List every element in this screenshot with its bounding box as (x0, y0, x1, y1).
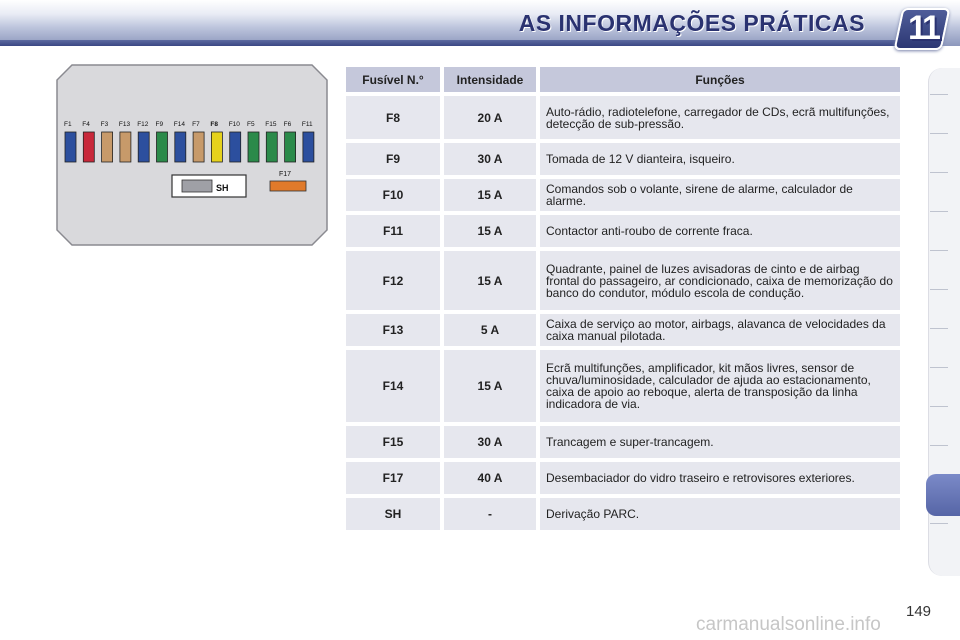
fuse-f8 (211, 132, 222, 162)
fuse-label: F8 (210, 121, 218, 128)
tab-divider (930, 172, 948, 173)
fuse-f10 (230, 132, 241, 162)
cell-fuse: F14 (346, 350, 440, 422)
fuse-f6 (285, 132, 296, 162)
page-number: 149 (906, 603, 932, 620)
table-row (346, 143, 900, 175)
cell-amperage: 5 A (444, 314, 536, 346)
fuse-label: F6 (283, 121, 292, 128)
table-header-row (346, 67, 900, 92)
table-row (346, 179, 900, 211)
cell-fuse: F10 (346, 179, 440, 211)
fuse-box-diagram (56, 64, 328, 246)
cell-function: Desembaciador do vidro traseiro e retrovisores exteriores. (540, 462, 900, 494)
cell-fuse: F13 (346, 314, 440, 346)
table-row (346, 96, 900, 139)
fuse-f15 (266, 132, 277, 162)
table-row (346, 215, 900, 247)
fuse-table (342, 63, 904, 534)
cell-function: Trancagem e super-trancagem. (540, 426, 900, 458)
header-amperage: Intensidade (444, 67, 536, 92)
chapter-title: AS INFORMAÇÕES PRÁTICAS (518, 10, 865, 36)
tab-divider (930, 367, 948, 368)
cell-function: Auto-rádio, radiotelefone, carregador de CDs, ecrã multifunções, detecção de sub-pressão. (540, 96, 900, 139)
table-row (346, 498, 900, 530)
cell-fuse: F12 (346, 251, 440, 310)
tab-divider (930, 94, 948, 95)
fuse-label: F3 (100, 121, 109, 128)
header-functions: Funções (540, 67, 900, 92)
table-row (346, 426, 900, 458)
header-fuse: Fusível N.° (346, 67, 440, 92)
f17-label: F17 (279, 171, 292, 178)
tab-divider (930, 211, 948, 212)
watermark: carmanualsonline.info (696, 614, 881, 635)
cell-amperage: 15 A (444, 179, 536, 211)
cell-fuse: F15 (346, 426, 440, 458)
cell-function: Derivação PARC. (540, 498, 900, 530)
tab-divider (930, 133, 948, 134)
cell-amperage: 15 A (444, 251, 536, 310)
cell-fuse: F11 (346, 215, 440, 247)
fuse-label: F15 (265, 121, 277, 128)
cell-fuse: F9 (346, 143, 440, 175)
cell-amperage: 30 A (444, 426, 536, 458)
table-row (346, 462, 900, 494)
cell-amperage: - (444, 498, 536, 530)
cell-fuse: F8 (346, 96, 440, 139)
fuse-label: F12 (137, 121, 149, 128)
fuse-label: F4 (82, 121, 90, 128)
fuse-f17 (270, 181, 306, 191)
fuse-label: F14 (173, 121, 186, 128)
fuse-f11 (303, 132, 314, 162)
cell-amperage: 40 A (444, 462, 536, 494)
active-chapter-tab[interactable] (926, 474, 960, 516)
fuse-f12 (138, 132, 149, 162)
fuse-f1 (65, 132, 76, 162)
chapter-number: 11 (908, 9, 938, 47)
fuse-label: F9 (155, 121, 164, 128)
cell-amperage: 15 A (444, 215, 536, 247)
tab-divider (930, 328, 948, 329)
cell-fuse: F17 (346, 462, 440, 494)
cell-function: Quadrante, painel de luzes avisadoras de cinto e de airbag frontal do passageiro, ar condicionado, caixa de memorização do banco do condutor, módulo escola de condução. (540, 251, 900, 310)
fuse-f9 (157, 132, 168, 162)
fuse-f4 (83, 132, 94, 162)
fuse-label: F7 (192, 121, 200, 128)
cell-function: Caixa de serviço ao motor, airbags, alavanca de velocidades da caixa manual pilotada. (540, 314, 900, 346)
fuse-label: F1 (64, 121, 72, 128)
fuse-label: F11 (301, 121, 313, 128)
header-stripe (0, 40, 900, 46)
tab-divider (930, 250, 948, 251)
tab-divider (930, 406, 948, 407)
tab-divider (930, 523, 948, 524)
fuse-f5 (248, 132, 259, 162)
sh-shunt (172, 175, 246, 197)
sh-label: SH (216, 183, 229, 193)
tab-divider (930, 289, 948, 290)
cell-fuse: SH (346, 498, 440, 530)
fuse-f14 (175, 132, 186, 162)
fuse-f13 (120, 132, 131, 162)
fuse-label: F13 (118, 121, 131, 128)
cell-amperage: 20 A (444, 96, 536, 139)
cell-function: Contactor anti-roubo de corrente fraca. (540, 215, 900, 247)
fuse-label: F5 (247, 121, 255, 128)
table-row (346, 350, 900, 422)
fuse-label: F10 (228, 121, 240, 128)
tab-divider (930, 445, 948, 446)
cell-function: Ecrã multifunções, amplificador, kit mãos livres, sensor de chuva/luminosidade, calculador de ajuda ao estacionamento, caixa de apoio ao reboque, alerta de transposição da linha indicadora de via. (540, 350, 900, 422)
cell-amperage: 15 A (444, 350, 536, 422)
table-row (346, 251, 900, 310)
cell-function: Tomada de 12 V dianteira, isqueiro. (540, 143, 900, 175)
cell-amperage: 30 A (444, 143, 536, 175)
cell-function: Comandos sob o volante, sirene de alarme, calculador de alarme. (540, 179, 900, 211)
fuse-f3 (102, 132, 113, 162)
fuse-f7 (193, 132, 204, 162)
table-row (346, 314, 900, 346)
